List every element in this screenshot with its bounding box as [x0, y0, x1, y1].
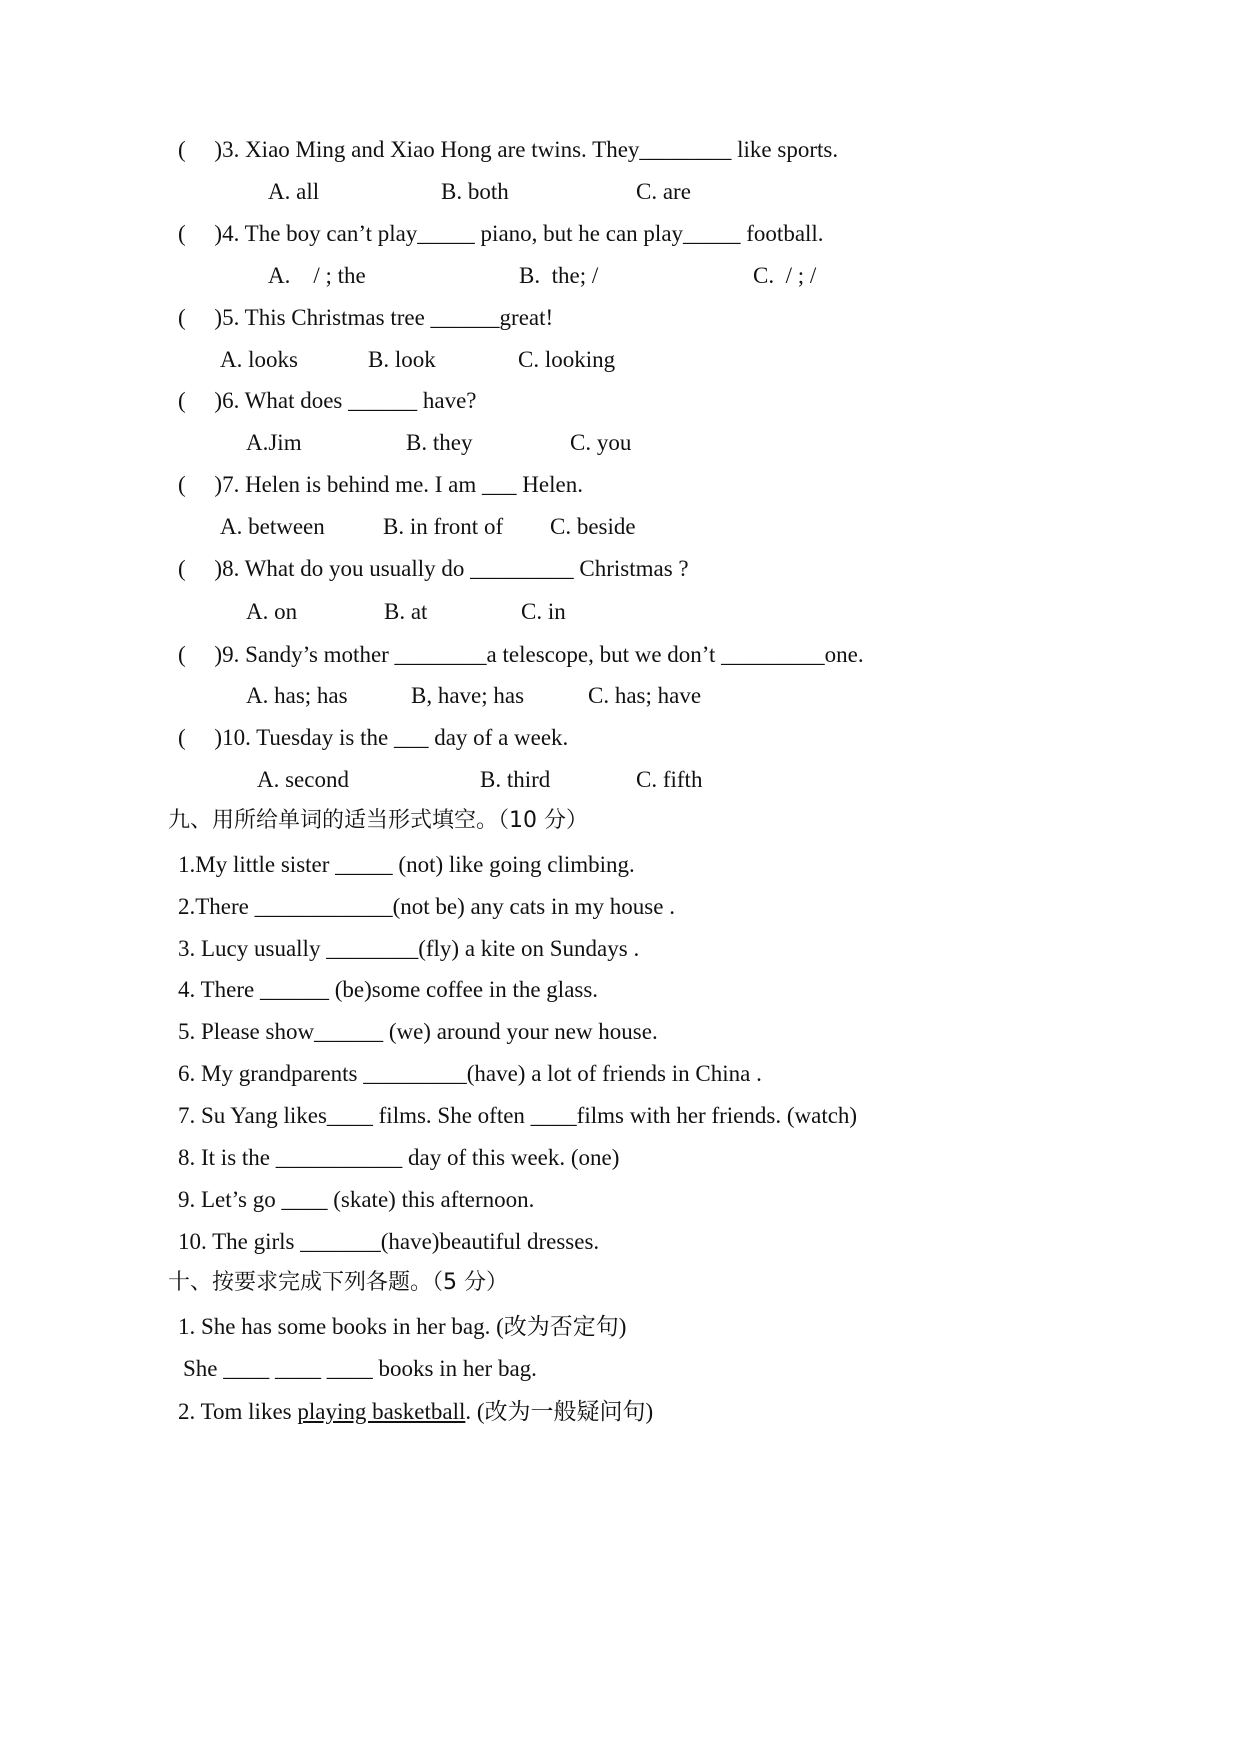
question-7-option-a: A. between — [220, 514, 325, 539]
question-9-option-a: A. has; has — [246, 683, 348, 708]
question-10-option-b: B. third — [480, 767, 551, 792]
fill-item: 8. It is the ___________ day of this week. (one) — [178, 1145, 620, 1170]
section-9-heading: 九、用所给单词的适当形式填空。（10 分） — [168, 808, 588, 833]
q2-underlined: playing basketball — [297, 1399, 466, 1424]
question-4-option-b: B. the; / — [519, 263, 599, 288]
question-6-option-b: B. they — [406, 430, 473, 455]
section-10-heading: 十、按要求完成下列各题。（5 分） — [168, 1270, 508, 1295]
question-6-option-a: A.Jim — [246, 430, 302, 455]
question-3-option-a: A. all — [268, 179, 320, 204]
question-9-option-b: B, have; has — [411, 683, 525, 708]
question-5-option-c: C. looking — [518, 347, 616, 372]
question-10-option-c: C. fifth — [636, 767, 703, 792]
question-7-option-c: C. beside — [550, 514, 636, 539]
question-8-option-b: B. at — [384, 599, 428, 624]
question-7-option-b: B. in front of — [383, 514, 504, 539]
question-7-stem: ( )7. Helen is behind me. I am ___ Helen. — [178, 472, 583, 497]
question-4-stem: ( )4. The boy can’t play_____ piano, but he can play_____ football. — [178, 221, 824, 246]
question-4-option-c: C. / ; / — [753, 263, 817, 288]
question-3-option-c: C. are — [636, 179, 691, 204]
transform-answer-1: She ____ ____ ____ books in her bag. — [183, 1356, 537, 1381]
question-3-stem: ( )3. Xiao Ming and Xiao Hong are twins. They________ like sports. — [178, 137, 839, 162]
question-9-option-c: C. has; have — [588, 683, 702, 708]
fill-item: 3. Lucy usually ________(fly) a kite on Sundays . — [178, 936, 640, 961]
question-5-option-b: B. look — [368, 347, 436, 372]
question-6-stem: ( )6. What does ______ have? — [178, 388, 477, 413]
fill-item: 10. The girls _______(have)beautiful dresses. — [178, 1229, 600, 1254]
question-8-option-c: C. in — [521, 599, 566, 624]
question-8-option-a: A. on — [246, 599, 298, 624]
transform-question-2 — [178, 1397, 653, 1427]
question-3-option-b: B. both — [441, 179, 509, 204]
question-9-stem: ( )9. Sandy’s mother ________a telescope, but we don’t _________one. — [178, 642, 864, 667]
fill-item: 5. Please show______ (we) around your new house. — [178, 1019, 658, 1044]
question-5-stem: ( )5. This Christmas tree ______great! — [178, 305, 554, 330]
transform-question-1: 1. She has some books in her bag. (改为否定句) — [178, 1314, 627, 1339]
question-10-option-a: A. second — [257, 767, 349, 792]
fill-item: 7. Su Yang likes____ films. She often ____films with her friends. (watch) — [178, 1103, 858, 1128]
question-8-stem: ( )8. What do you usually do _________ Christmas ? — [178, 556, 689, 581]
q2-prefix: 2. Tom likes — [178, 1399, 298, 1424]
fill-item: 1.My little sister _____ (not) like going climbing. — [178, 852, 635, 877]
question-4-option-a: A. / ; the — [268, 263, 366, 288]
fill-item: 9. Let’s go ____ (skate) this afternoon. — [178, 1187, 535, 1212]
fill-item: 2.There ____________(not be) any cats in my house . — [178, 894, 675, 919]
fill-item: 4. There ______ (be)some coffee in the glass. — [178, 977, 599, 1002]
question-5-option-a: A. looks — [220, 347, 298, 372]
question-6-option-c: C. you — [570, 430, 632, 455]
question-10-stem: ( )10. Tuesday is the ___ day of a week. — [178, 725, 569, 750]
q2-suffix: . (改为一般疑问句) — [465, 1399, 654, 1424]
fill-item: 6. My grandparents _________(have) a lot of friends in China . — [178, 1061, 762, 1086]
